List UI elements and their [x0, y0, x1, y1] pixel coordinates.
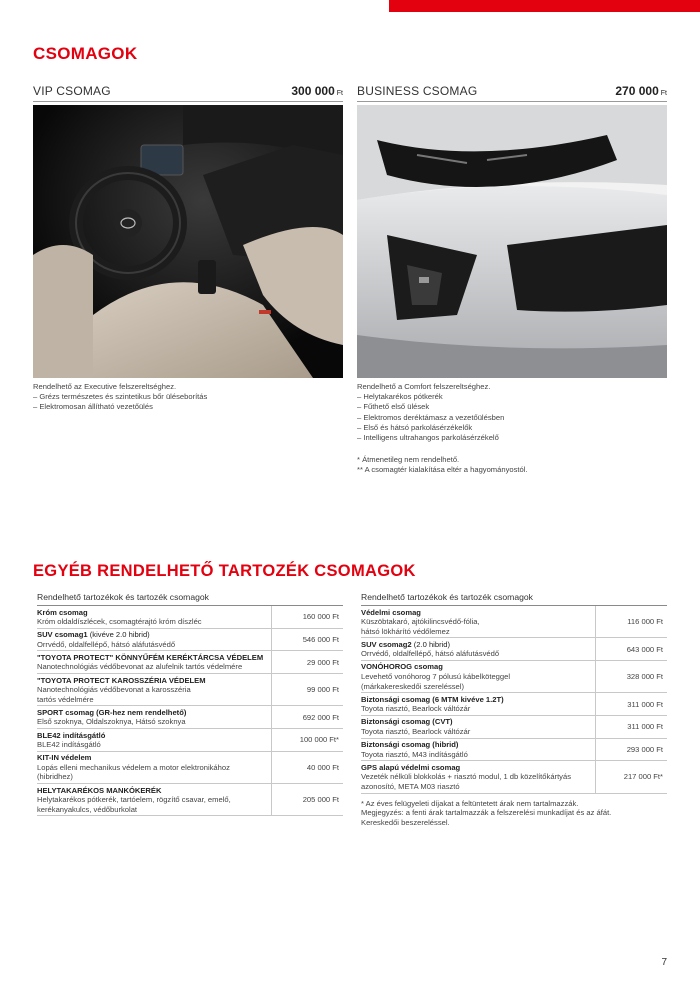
note-line: Kereskedői beszereléssel. [361, 818, 450, 828]
package-price: 270 000 Ft [615, 84, 667, 98]
row-detail: Küszöbtakaró, ajtókilincsvédő-fólia, [361, 617, 480, 627]
row-name: "TOYOTA PROTECT" KÖNNYŰFÉM KERÉKTÁRCSA VÉDELEM [37, 652, 264, 662]
row-detail: Lopás elleni mechanikus védelem a motor elektronikához [37, 762, 230, 772]
section-title-packages: CSOMAGOK [33, 44, 138, 63]
row-detail: hátsó lökhárító védőlemez [361, 626, 450, 636]
row-name: SUV csomag1 (kivéve 2.0 hibrid) [37, 630, 150, 640]
package-notes [357, 455, 667, 475]
row-name: BLE42 indításgátló [37, 730, 106, 740]
desc-line: – Elektromos deréktámasz a vezetőülésben [357, 412, 505, 422]
row-name: Biztonsági csomag (CVT) [361, 717, 453, 727]
top-accent-bar [389, 0, 700, 12]
package-name: BUSINESS CSOMAG [357, 84, 478, 98]
table-row [361, 606, 667, 638]
package-description [33, 382, 343, 413]
row-name: HELYTAKARÉKOS MANKÓKERÉK [37, 785, 162, 795]
table-row [361, 661, 667, 693]
row-detail: kerékanyakulcs, védőburkolat [37, 804, 138, 814]
row-price: 293 000 Ft [595, 739, 667, 761]
row-price: 217 000 Ft* [595, 761, 667, 792]
row-detail: Orrvédő, oldalfellépő, hátsó aláfutásvédő [361, 649, 500, 659]
desc-line: – Grézs természetes és szintetikus bőr üléseborítás [33, 392, 208, 402]
row-detail: BLE42 indításgátló [37, 740, 101, 750]
package-name: VIP CSOMAG [33, 84, 111, 98]
row-detail: tartós védelmére [37, 694, 94, 704]
row-price: 29 000 Ft [271, 651, 343, 673]
row-detail: Első szoknya, Oldalszoknya, Hátsó szoknya [37, 717, 186, 727]
vip-interior-photo [33, 105, 343, 378]
row-detail: (márkakereskedői szereléssel) [361, 681, 464, 691]
section-title-accessory-packages: EGYÉB RENDELHETŐ TARTOZÉK CSOMAGOK [33, 562, 416, 580]
row-price: 40 000 Ft [271, 752, 343, 783]
package-vip [33, 84, 343, 413]
package-header [33, 84, 343, 102]
package-description [357, 382, 667, 443]
row-price: 311 000 Ft [595, 693, 667, 715]
table-header: Rendelhető tartozékok és tartozék csomagok [361, 592, 667, 606]
desc-line: – Fűthető első ülések [357, 402, 430, 412]
table-row [37, 629, 343, 652]
table-row [37, 729, 343, 752]
row-price: 205 000 Ft [271, 784, 343, 815]
row-price: 692 000 Ft [271, 706, 343, 728]
business-exterior-photo [357, 105, 667, 378]
row-price: 311 000 Ft [595, 716, 667, 738]
row-name: Biztonsági csomag (hibrid) [361, 740, 459, 750]
note-line: * Az éves felügyeleti díjakat a feltüntetett árak nem tartalmazzák. [361, 798, 579, 808]
package-price: 300 000 Ft [291, 84, 343, 98]
desc-line: – Helytakarékos pótkerék [357, 392, 443, 402]
row-name: VONÓHOROG csomag [361, 662, 443, 672]
table-row [37, 706, 343, 729]
table-row [37, 651, 343, 674]
row-detail: Toyota riasztó, Bearlock váltózár [361, 704, 471, 714]
table-row [361, 716, 667, 739]
table-row [37, 752, 343, 784]
row-name: Biztonsági csomag (6 MTM kivéve 1.2T) [361, 694, 504, 704]
table-row [361, 761, 667, 793]
row-price: 643 000 Ft [595, 638, 667, 660]
table-row [361, 693, 667, 716]
page-number: 7 [661, 957, 667, 968]
desc-line: – Első és hátsó parkolásérzékelők [357, 422, 473, 432]
desc-line: Rendelhető a Comfort felszereltséghez. [357, 382, 491, 391]
table-row [37, 674, 343, 706]
row-price: 546 000 Ft [271, 629, 343, 651]
table-row [37, 784, 343, 816]
row-detail: Helytakarékos pótkerék, tartóelem, rögzítő csavar, emelő, [37, 795, 231, 805]
table-notes [361, 799, 667, 828]
table-row [37, 606, 343, 629]
row-name: GPS alapú védelmi csomag [361, 762, 461, 772]
row-name: Króm csomag [37, 607, 88, 617]
row-detail: Toyota riasztó, Bearlock váltózár [361, 727, 471, 737]
table-row [361, 638, 667, 661]
row-name: Védelmi csomag [361, 607, 421, 617]
row-detail: (hibridhez) [37, 772, 73, 782]
row-detail: Vezeték nélküli blokkolás + riasztó modul, 1 db közelítőkártyás [361, 772, 571, 782]
row-detail: Levehető vonóhorog 7 pólusú kábelköteggel [361, 672, 511, 682]
row-detail: Króm oldaldíszlécek, csomagtérajtó króm díszléc [37, 617, 202, 627]
row-detail: Nanotechnológiás védőbevonat az alufelnik tartós védelmére [37, 662, 243, 672]
table-row [361, 739, 667, 762]
row-detail: Nanotechnológiás védőbevonat a karosszéria [37, 685, 191, 695]
row-name: SPORT csomag (GR-hez nem rendelhető) [37, 707, 187, 717]
row-price: 100 000 Ft* [271, 729, 343, 751]
row-price: 99 000 Ft [271, 674, 343, 705]
note-line: Megjegyzés: a fenti árak tartalmazzák a felszerelési munkadíjat és az áfát. [361, 808, 612, 818]
row-detail: Toyota riasztó, M43 indításgátló [361, 749, 468, 759]
package-header [357, 84, 667, 102]
package-business [357, 84, 667, 476]
note-line: ** A csomagtér kialakítása eltér a hagyományostól. [357, 465, 528, 475]
row-name: KIT-IN védelem [37, 753, 92, 763]
row-price: 160 000 Ft [271, 606, 343, 628]
desc-line: – Intelligens ultrahangos parkolásérzékelő [357, 433, 499, 443]
row-name: SUV csomag2 (2.0 hibrid) [361, 639, 451, 649]
accessory-table-left [37, 592, 343, 816]
row-price: 328 000 Ft [595, 661, 667, 692]
row-name: "TOYOTA PROTECT KAROSSZÉRIA VÉDELEM [37, 675, 206, 685]
desc-line: Rendelhető az Executive felszereltséghez. [33, 382, 177, 391]
desc-line: – Elektromosan állítható vezetőülés [33, 402, 153, 412]
table-header: Rendelhető tartozékok és tartozék csomagok [37, 592, 343, 606]
row-detail: Orrvédő, oldalfellépő, hátsó aláfutásvédő [37, 639, 176, 649]
row-price: 116 000 Ft [595, 606, 667, 637]
note-line: * Átmenetileg nem rendelhető. [357, 455, 460, 465]
accessory-table-right [361, 592, 667, 828]
row-detail: azonosító, META M03 riasztó [361, 782, 460, 791]
